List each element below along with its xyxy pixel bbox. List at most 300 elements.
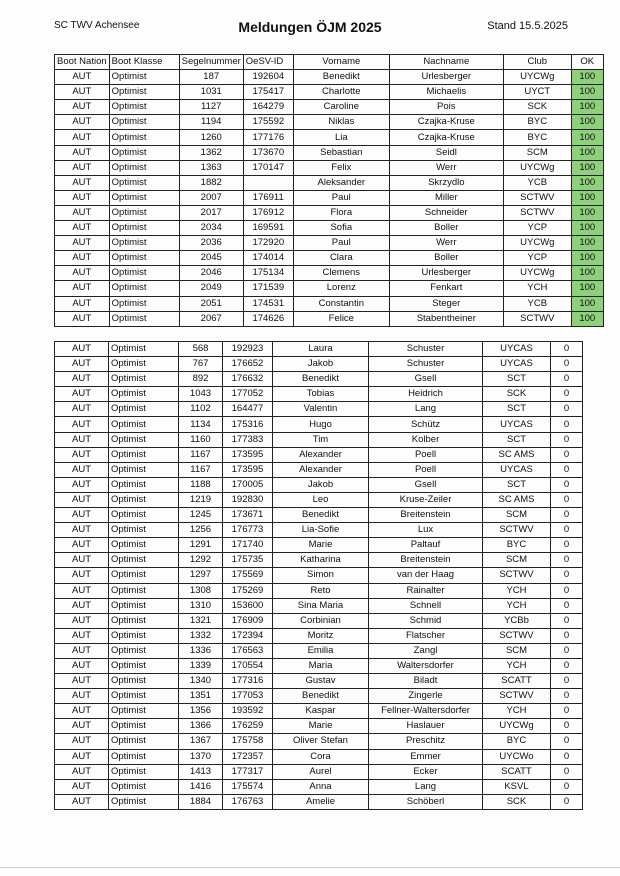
- table-cell: 1363: [179, 160, 243, 175]
- table-cell: Optimist: [109, 160, 179, 175]
- table-cell: 0: [551, 658, 583, 673]
- table-cell: 1366: [179, 719, 223, 734]
- table-cell: 0: [551, 568, 583, 583]
- table-cell: 175134: [243, 266, 293, 281]
- table-cell: AUT: [55, 85, 110, 100]
- table-cell: 2046: [179, 266, 243, 281]
- table-row: [55, 779, 583, 794]
- table-cell: Steger: [389, 296, 503, 311]
- table-cell: Kolber: [369, 432, 483, 447]
- table-cell: AUT: [55, 598, 109, 613]
- table-row: [55, 236, 604, 251]
- table-cell: 2067: [179, 311, 243, 326]
- table-cell: Anna: [273, 779, 369, 794]
- table-cell: 0: [551, 628, 583, 643]
- table-cell: 100: [571, 266, 603, 281]
- table-cell: Optimist: [109, 613, 179, 628]
- column-header: Nachname: [389, 55, 503, 70]
- table-cell: Optimist: [109, 598, 179, 613]
- table-cell: 0: [551, 674, 583, 689]
- table-cell: Niklas: [293, 115, 389, 130]
- table-cell: AUT: [55, 70, 110, 85]
- table-cell: Optimist: [109, 311, 179, 326]
- table-cell: Optimist: [109, 674, 179, 689]
- table-cell: Schöberl: [369, 794, 483, 809]
- table-row: [55, 296, 604, 311]
- table-cell: UYCAS: [483, 417, 551, 432]
- table-cell: Pois: [389, 100, 503, 115]
- table-cell: Benedikt: [273, 508, 369, 523]
- table-cell: 0: [551, 342, 583, 357]
- table-row: [55, 447, 583, 462]
- table-cell: Waltersdorfer: [369, 658, 483, 673]
- table-cell: Optimist: [109, 115, 179, 130]
- table-cell: Optimist: [109, 462, 179, 477]
- table-cell: Schnell: [369, 598, 483, 613]
- table-cell: Constantin: [293, 296, 389, 311]
- table-cell: 170005: [223, 477, 273, 492]
- table-row: [55, 764, 583, 779]
- table-cell: 100: [571, 251, 603, 266]
- table-cell: Poell: [369, 447, 483, 462]
- table-cell: SCTWV: [503, 205, 571, 220]
- table-cell: Michaelis: [389, 85, 503, 100]
- table-cell: 100: [571, 85, 603, 100]
- table-cell: SCTWV: [483, 568, 551, 583]
- table-cell: 0: [551, 719, 583, 734]
- table-cell: Biladt: [369, 674, 483, 689]
- table-cell: Optimist: [109, 794, 179, 809]
- table-cell: Schuster: [369, 357, 483, 372]
- table-cell: Flora: [293, 205, 389, 220]
- table-cell: Reto: [273, 583, 369, 598]
- table-row: [55, 417, 583, 432]
- table-cell: Sina Maria: [273, 598, 369, 613]
- table-cell: Optimist: [109, 749, 179, 764]
- column-header: Boot Klasse: [109, 55, 179, 70]
- table-row: [55, 130, 604, 145]
- table-cell: Cora: [273, 749, 369, 764]
- table-cell: 568: [179, 342, 223, 357]
- table-cell: AUT: [55, 296, 110, 311]
- table-cell: Optimist: [109, 130, 179, 145]
- table-cell: Leo: [273, 492, 369, 507]
- column-header: Vorname: [293, 55, 389, 70]
- table-cell: AUT: [55, 160, 110, 175]
- table-cell: 174014: [243, 251, 293, 266]
- table-cell: Paltauf: [369, 538, 483, 553]
- table-cell: 100: [571, 190, 603, 205]
- table-cell: Optimist: [109, 583, 179, 598]
- table-cell: 176563: [223, 643, 273, 658]
- table-cell: BYC: [483, 734, 551, 749]
- table-cell: 176259: [223, 719, 273, 734]
- table-cell: Kruse-Zeiler: [369, 492, 483, 507]
- table-cell: 0: [551, 704, 583, 719]
- table-cell: Laura: [273, 342, 369, 357]
- table-cell: YCBb: [483, 613, 551, 628]
- table-row: [55, 372, 583, 387]
- table-cell: Miller: [389, 190, 503, 205]
- table-cell: SCM: [483, 553, 551, 568]
- table-row: [55, 115, 604, 130]
- table-cell: 0: [551, 492, 583, 507]
- table-cell: 172920: [243, 236, 293, 251]
- table-cell: Optimist: [109, 719, 179, 734]
- column-header: Segelnummer: [179, 55, 243, 70]
- table-cell: AUT: [55, 190, 110, 205]
- table-cell: SCM: [483, 643, 551, 658]
- table-cell: SC AMS: [483, 492, 551, 507]
- table-cell: 2034: [179, 221, 243, 236]
- table-cell: BYC: [483, 538, 551, 553]
- table-cell: Paul: [293, 190, 389, 205]
- table-cell: Optimist: [109, 236, 179, 251]
- table-cell: Optimist: [109, 492, 179, 507]
- table-cell: Lux: [369, 523, 483, 538]
- table-cell: 193592: [223, 704, 273, 719]
- table-cell: 176773: [223, 523, 273, 538]
- table-cell: 100: [571, 296, 603, 311]
- table-cell: AUT: [55, 538, 109, 553]
- table-cell: Schmid: [369, 613, 483, 628]
- table-cell: 176763: [223, 794, 273, 809]
- table-cell: SCTWV: [503, 190, 571, 205]
- table-cell: Schneider: [389, 205, 503, 220]
- table-row: [55, 145, 604, 160]
- table-cell: 175735: [223, 553, 273, 568]
- table-cell: AUT: [55, 100, 110, 115]
- table-cell: UYCAS: [483, 462, 551, 477]
- table-cell: AUT: [55, 719, 109, 734]
- table-cell: Charlotte: [293, 85, 389, 100]
- table-cell: UYCWg: [503, 70, 571, 85]
- column-header: Boot Nation: [55, 55, 110, 70]
- table-cell: 169591: [243, 221, 293, 236]
- table-cell: Katharina: [273, 553, 369, 568]
- table-cell: SCT: [483, 372, 551, 387]
- table-cell: 176912: [243, 205, 293, 220]
- table-cell: SCATT: [483, 764, 551, 779]
- table-cell: Optimist: [109, 372, 179, 387]
- table-cell: AUT: [55, 372, 109, 387]
- table-cell: AUT: [55, 221, 110, 236]
- table-cell: Optimist: [109, 190, 179, 205]
- table-cell: 0: [551, 779, 583, 794]
- table-cell: 187: [179, 70, 243, 85]
- table-cell: Optimist: [109, 628, 179, 643]
- table-cell: 1884: [179, 794, 223, 809]
- table-cell: AUT: [55, 583, 109, 598]
- table-cell: 2017: [179, 205, 243, 220]
- table-cell: Lia-Sofie: [273, 523, 369, 538]
- table-cell: Sebastian: [293, 145, 389, 160]
- table-cell: YCH: [483, 583, 551, 598]
- table-cell: 100: [571, 205, 603, 220]
- table-cell: 100: [571, 236, 603, 251]
- table-cell: Emmer: [369, 749, 483, 764]
- table-cell: [243, 175, 293, 190]
- table-cell: Sofia: [293, 221, 389, 236]
- table-cell: Poell: [369, 462, 483, 477]
- table-cell: AUT: [55, 658, 109, 673]
- table-cell: Tobias: [273, 387, 369, 402]
- table-row: [55, 523, 583, 538]
- table-cell: 177383: [223, 432, 273, 447]
- table-cell: 1340: [179, 674, 223, 689]
- table-cell: AUT: [55, 357, 109, 372]
- table-cell: 176909: [223, 613, 273, 628]
- table-row: [55, 266, 604, 281]
- table-cell: 153600: [223, 598, 273, 613]
- table-cell: 0: [551, 598, 583, 613]
- table-cell: Optimist: [109, 70, 179, 85]
- table-row: [55, 221, 604, 236]
- table-cell: Tim: [273, 432, 369, 447]
- table-cell: Lang: [369, 779, 483, 794]
- table-cell: 173595: [223, 447, 273, 462]
- table-cell: SCTWV: [503, 311, 571, 326]
- table-cell: AUT: [55, 749, 109, 764]
- table-cell: Preschitz: [369, 734, 483, 749]
- table-row: [55, 583, 583, 598]
- table-row: [55, 568, 583, 583]
- table-cell: AUT: [55, 462, 109, 477]
- table-cell: 1102: [179, 402, 223, 417]
- table-cell: AUT: [55, 175, 110, 190]
- table-cell: 171740: [223, 538, 273, 553]
- table-cell: Optimist: [109, 508, 179, 523]
- table-cell: 176652: [223, 357, 273, 372]
- table-cell: 100: [571, 115, 603, 130]
- table-cell: 1356: [179, 704, 223, 719]
- table-cell: SCT: [483, 432, 551, 447]
- table-cell: SCTWV: [483, 689, 551, 704]
- table-row: [55, 477, 583, 492]
- table-cell: Caroline: [293, 100, 389, 115]
- table-cell: Optimist: [109, 205, 179, 220]
- table-cell: AUT: [55, 794, 109, 809]
- table-cell: Aleksander: [293, 175, 389, 190]
- table-cell: YCP: [503, 221, 571, 236]
- table-cell: AUT: [55, 342, 109, 357]
- table-header-row: [55, 55, 604, 70]
- table-cell: 177052: [223, 387, 273, 402]
- table-cell: SCM: [503, 145, 571, 160]
- table-cell: 0: [551, 613, 583, 628]
- table-cell: 0: [551, 523, 583, 538]
- table-cell: Optimist: [109, 432, 179, 447]
- table-cell: Gsell: [369, 477, 483, 492]
- table-cell: Aurel: [273, 764, 369, 779]
- table-cell: Corbinian: [273, 613, 369, 628]
- table-cell: 100: [571, 311, 603, 326]
- table-cell: AUT: [55, 387, 109, 402]
- table-cell: AUT: [55, 432, 109, 447]
- column-header: OK: [571, 55, 603, 70]
- table-cell: AUT: [55, 236, 110, 251]
- table-cell: AUT: [55, 643, 109, 658]
- table-cell: 173670: [243, 145, 293, 160]
- column-header: Club: [503, 55, 571, 70]
- table-cell: Optimist: [109, 175, 179, 190]
- table-cell: 175316: [223, 417, 273, 432]
- table-cell: Rainalter: [369, 583, 483, 598]
- table-cell: YCB: [503, 175, 571, 190]
- table-cell: 1336: [179, 643, 223, 658]
- table-cell: YCP: [503, 251, 571, 266]
- table-cell: Optimist: [109, 145, 179, 160]
- table-row: [55, 794, 583, 809]
- table-cell: Boller: [389, 251, 503, 266]
- table-cell: Urlesberger: [389, 266, 503, 281]
- table-cell: UYCWg: [483, 719, 551, 734]
- table-cell: Benedikt: [293, 70, 389, 85]
- table-cell: Optimist: [109, 387, 179, 402]
- table-cell: UYCWo: [483, 749, 551, 764]
- table-cell: AUT: [55, 553, 109, 568]
- table-cell: 164279: [243, 100, 293, 115]
- table-cell: Optimist: [109, 538, 179, 553]
- table-cell: 0: [551, 462, 583, 477]
- table-cell: Optimist: [109, 447, 179, 462]
- table-cell: SCTWV: [483, 628, 551, 643]
- table-row: [55, 689, 583, 704]
- table-cell: 1134: [179, 417, 223, 432]
- table-cell: AUT: [55, 477, 109, 492]
- table-cell: 2045: [179, 251, 243, 266]
- table-cell: UYCAS: [483, 357, 551, 372]
- table-cell: Czajka-Kruse: [389, 130, 503, 145]
- table-cell: Optimist: [109, 417, 179, 432]
- table-cell: 177317: [223, 764, 273, 779]
- table-cell: 1297: [179, 568, 223, 583]
- table-cell: 2036: [179, 236, 243, 251]
- table-cell: Paul: [293, 236, 389, 251]
- table-cell: Fenkart: [389, 281, 503, 296]
- table-cell: SCM: [483, 508, 551, 523]
- table-cell: Optimist: [109, 764, 179, 779]
- table-cell: SCATT: [483, 674, 551, 689]
- table-cell: 176911: [243, 190, 293, 205]
- table-cell: AUT: [55, 402, 109, 417]
- page-title: Meldungen ÖJM 2025: [238, 19, 382, 35]
- table-row: [55, 734, 583, 749]
- table-row: [55, 613, 583, 628]
- table-cell: 0: [551, 643, 583, 658]
- table-cell: Maria: [273, 658, 369, 673]
- table-cell: 174531: [243, 296, 293, 311]
- table-cell: Lia: [293, 130, 389, 145]
- table-cell: 1882: [179, 175, 243, 190]
- table-row: [55, 658, 583, 673]
- table-cell: Benedikt: [273, 689, 369, 704]
- table-cell: Alexander: [273, 447, 369, 462]
- table-cell: 175417: [243, 85, 293, 100]
- table-cell: AUT: [55, 779, 109, 794]
- table-cell: 0: [551, 372, 583, 387]
- table-cell: 0: [551, 764, 583, 779]
- table-cell: AUT: [55, 764, 109, 779]
- table-cell: Optimist: [109, 296, 179, 311]
- table-row: [55, 462, 583, 477]
- table-row: [55, 251, 604, 266]
- table-cell: Optimist: [109, 85, 179, 100]
- table-cell: 175569: [223, 568, 273, 583]
- table-cell: Haslauer: [369, 719, 483, 734]
- table-row: [55, 190, 604, 205]
- table-cell: 2049: [179, 281, 243, 296]
- table-cell: Optimist: [109, 689, 179, 704]
- table-cell: 177176: [243, 130, 293, 145]
- table-cell: 177316: [223, 674, 273, 689]
- table-cell: 1167: [179, 447, 223, 462]
- table-row: [55, 553, 583, 568]
- table-cell: 1367: [179, 734, 223, 749]
- table-cell: AUT: [55, 689, 109, 704]
- table-cell: Schuster: [369, 342, 483, 357]
- table-cell: UYCAS: [483, 342, 551, 357]
- table-cell: 1245: [179, 508, 223, 523]
- table-cell: 100: [571, 130, 603, 145]
- table-cell: Werr: [389, 160, 503, 175]
- table-cell: 175269: [223, 583, 273, 598]
- table-cell: 1031: [179, 85, 243, 100]
- table-cell: YCB: [503, 296, 571, 311]
- table-row: [55, 674, 583, 689]
- table-cell: Jakob: [273, 477, 369, 492]
- table-cell: 170554: [223, 658, 273, 673]
- table-row: [55, 100, 604, 115]
- pending-entries-table: [54, 341, 583, 810]
- table-cell: Optimist: [109, 477, 179, 492]
- table-cell: Zangl: [369, 643, 483, 658]
- table-cell: Jakob: [273, 357, 369, 372]
- table-cell: van der Haag: [369, 568, 483, 583]
- table-cell: 1308: [179, 583, 223, 598]
- table-cell: Optimist: [109, 251, 179, 266]
- table-cell: AUT: [55, 281, 110, 296]
- table-cell: Breitenstein: [369, 508, 483, 523]
- table-cell: 0: [551, 553, 583, 568]
- table-cell: KSVL: [483, 779, 551, 794]
- table-cell: 164477: [223, 402, 273, 417]
- table-cell: AUT: [55, 523, 109, 538]
- table-cell: Valentin: [273, 402, 369, 417]
- table-cell: Hugo: [273, 417, 369, 432]
- table-cell: 0: [551, 749, 583, 764]
- table-cell: 0: [551, 447, 583, 462]
- table-cell: SCT: [483, 402, 551, 417]
- table-cell: 767: [179, 357, 223, 372]
- table-cell: UYCWg: [503, 236, 571, 251]
- table-cell: 192923: [223, 342, 273, 357]
- table-row: [55, 342, 583, 357]
- table-cell: 100: [571, 221, 603, 236]
- table-cell: 1160: [179, 432, 223, 447]
- table-cell: 1370: [179, 749, 223, 764]
- table-cell: SCTWV: [483, 523, 551, 538]
- table-row: [55, 85, 604, 100]
- table-cell: Czajka-Kruse: [389, 115, 503, 130]
- table-cell: AUT: [55, 628, 109, 643]
- table-cell: 1362: [179, 145, 243, 160]
- table-cell: 0: [551, 538, 583, 553]
- table-cell: AUT: [55, 115, 110, 130]
- table-cell: 1043: [179, 387, 223, 402]
- table-cell: AUT: [55, 508, 109, 523]
- table-cell: Gsell: [369, 372, 483, 387]
